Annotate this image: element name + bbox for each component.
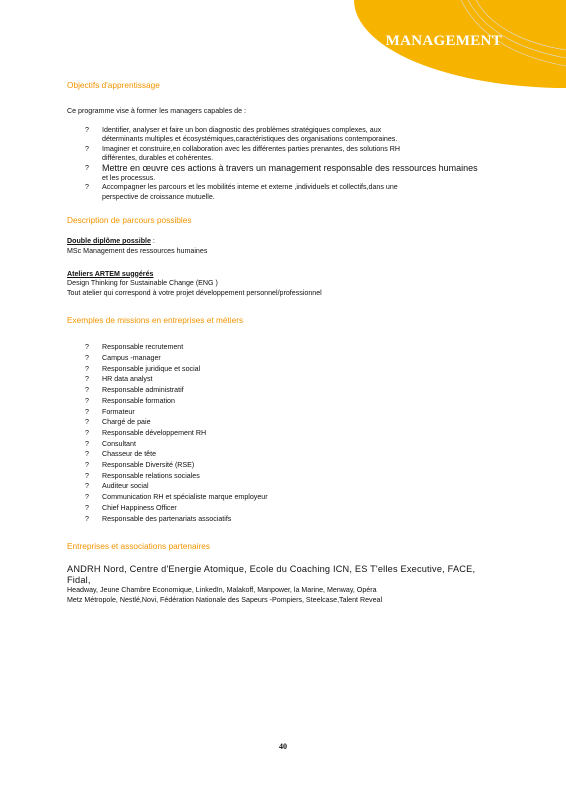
bullet-icon: ?: [85, 386, 89, 395]
bullet-icon: ?: [85, 450, 89, 459]
mission-item: ? Responsable formation: [67, 396, 499, 407]
bullet-icon: ?: [85, 493, 89, 502]
objective-item: [67, 126, 499, 145]
bullet-icon: ?: [85, 375, 89, 384]
bullet-icon: ?: [85, 183, 89, 192]
double-degree-label: Double diplôme possible: [67, 237, 151, 246]
objective-item: [67, 164, 499, 183]
page-number: 40: [279, 742, 287, 751]
mission-item: ? Responsable juridique et social: [67, 364, 499, 375]
objective-item: [67, 183, 499, 202]
mission-item: ? Responsable des partenariats associatifs: [67, 514, 499, 525]
bullet-icon: ?: [85, 439, 89, 448]
objective-item: [67, 145, 499, 164]
page-content: Objectifs d'apprentissage Ce programme vise à former les managers capables de : ? Identifier, analyser et faire un bon diagnostic des problèmes stratégiques complexes, aux déterminants multiples et écosystémiques,caractéristiques des organisations contemporaines. ? Imaginer et construire,en collaboration avec les différentes parties prenantes, des solutions RH différentes, durables et cohérentes. ? Mettre en œuvre ces actions à travers un management responsable des ressources humaines et les processus. ? Accompagner les parcours et les mobilités interne et externe ,individuels et collectifs,dans une perspective de croissance mutuelle. Description de parcours possibles Double diplôme possible : MSc Management des ressources humaines Ateliers ARTEM suggérés Design Thinking for Sustainable Change (ENG ) Tout atelier qui correspond à votre projet développement personnel/professionnel Exemples de missions en entreprises et métiers ? Responsable recrutement ? Campus -manager ? Responsable juridique et social ? HR data analyst ? Responsable administratif ? Responsable formation ? Formateur ? Chargé de paie ? Responsable développement RH ? Consultant ? Chasseur de tête ? Responsable Diversité (RSE) ? Responsable relations sociales ? Auditeur social ? Communication RH et spécialiste marque employeur ? Chief Happiness Officer ? Responsable des partenariats associatifs Entreprises et associations partenaires ANDRH Nord, Centre d'Energie Atomique, Ecole du Coaching ICN, ES T'elles Executive, FACE, Fidal, Headway, Jeune Chambre Economique, LinkedIn, Malakoff, Manpower, la Marine, Menway, Opéra Metz Métropole, Nestlé,Novi, Fédération Nationale des Sapeurs -Pompiers, Steelcase,Talent Reveal: [67, 80, 499, 605]
mission-item: ? Responsable relations sociales: [67, 471, 499, 482]
mission-item: ? Campus -manager: [67, 353, 499, 364]
bullet-icon: ?: [85, 354, 89, 363]
objectives-heading: Objectifs d'apprentissage: [67, 80, 160, 90]
objective-line: Imaginer et construire,en collaboration avec les différentes parties prenantes, des solutions RH: [102, 144, 400, 153]
objective-line: perspective de croissance mutuelle.: [102, 192, 215, 201]
mission-item: ? Communication RH et spécialiste marque employeur: [67, 492, 499, 503]
bullet-icon: ?: [85, 471, 89, 480]
ateliers-line: Design Thinking for Sustainable Change (ENG ): [67, 279, 218, 288]
bullet-icon: ?: [85, 163, 89, 172]
mission-item: ? Consultant: [67, 439, 499, 450]
bullet-icon: ?: [85, 364, 89, 373]
objective-line: déterminants multiples et écosystémiques,caractéristiques des organisations contemporaines.: [102, 135, 398, 144]
objectives-list: [67, 126, 499, 203]
objective-line: Identifier, analyser et faire un bon diagnostic des problèmes stratégiques complexes, aux: [102, 125, 382, 134]
banner-title: MANAGEMENT: [385, 33, 502, 49]
mission-item: ? HR data analyst: [67, 374, 499, 385]
mission-item: ? Responsable administratif: [67, 385, 499, 396]
bullet-icon: ?: [85, 482, 89, 491]
bullet-icon: ?: [85, 461, 89, 470]
bullet-icon: ?: [85, 514, 89, 523]
missions-heading: Exemples de missions en entreprises et métiers: [67, 315, 244, 326]
mission-item: ? Chasseur de tête: [67, 449, 499, 460]
mission-item: ? Auditeur social: [67, 481, 499, 492]
partners-heading: Entreprises et associations partenaires: [67, 541, 210, 552]
partners-line: Headway, Jeune Chambre Economique, LinkedIn, Malakoff, Manpower, la Marine, Menway, Opéra: [67, 586, 377, 595]
bullet-icon: ?: [85, 343, 89, 352]
double-degree-value: MSc Management des ressources humaines: [67, 246, 208, 255]
mission-item: ? Responsable recrutement: [67, 342, 499, 353]
bullet-icon: ?: [85, 144, 89, 153]
objectives-intro: Ce programme vise à former les managers capables de :: [67, 107, 246, 115]
mission-item: ? Responsable développement RH: [67, 428, 499, 439]
mission-item: ? Formateur: [67, 407, 499, 418]
partners-line: Metz Métropole, Nestlé,Novi, Fédération Nationale des Sapeurs -Pompiers, Steelcase,Talent Reveal: [67, 595, 383, 604]
objective-line: Mettre en œuvre ces actions à travers un management responsable des ressources humaines: [102, 162, 478, 173]
objective-line: différentes, durables et cohérentes.: [102, 154, 214, 163]
bullet-icon: ?: [85, 125, 89, 134]
mission-item: ? Responsable Diversité (RSE): [67, 460, 499, 471]
description-heading: Description de parcours possibles: [67, 215, 192, 226]
objective-line: et les processus.: [102, 173, 156, 182]
bullet-icon: ?: [85, 396, 89, 405]
objective-line: Accompagner les parcours et les mobilités interne et externe ,individuels et collectifs,dans une: [102, 183, 398, 192]
bullet-icon: ?: [85, 418, 89, 427]
bullet-icon: ?: [85, 503, 89, 512]
mission-item: ? Chief Happiness Officer: [67, 503, 499, 514]
bullet-icon: ?: [85, 428, 89, 437]
partners-line: ANDRH Nord, Centre d'Energie Atomique, Ecole du Coaching ICN, ES T'elles Executive, FACE, Fidal,: [67, 564, 476, 586]
missions-list: [67, 342, 499, 524]
mission-item: ? Chargé de paie: [67, 417, 499, 428]
ateliers-label: Ateliers ARTEM suggérés: [67, 269, 154, 278]
bullet-icon: ?: [85, 407, 89, 416]
ateliers-line: Tout atelier qui correspond à votre projet développement personnel/professionnel: [67, 288, 322, 297]
